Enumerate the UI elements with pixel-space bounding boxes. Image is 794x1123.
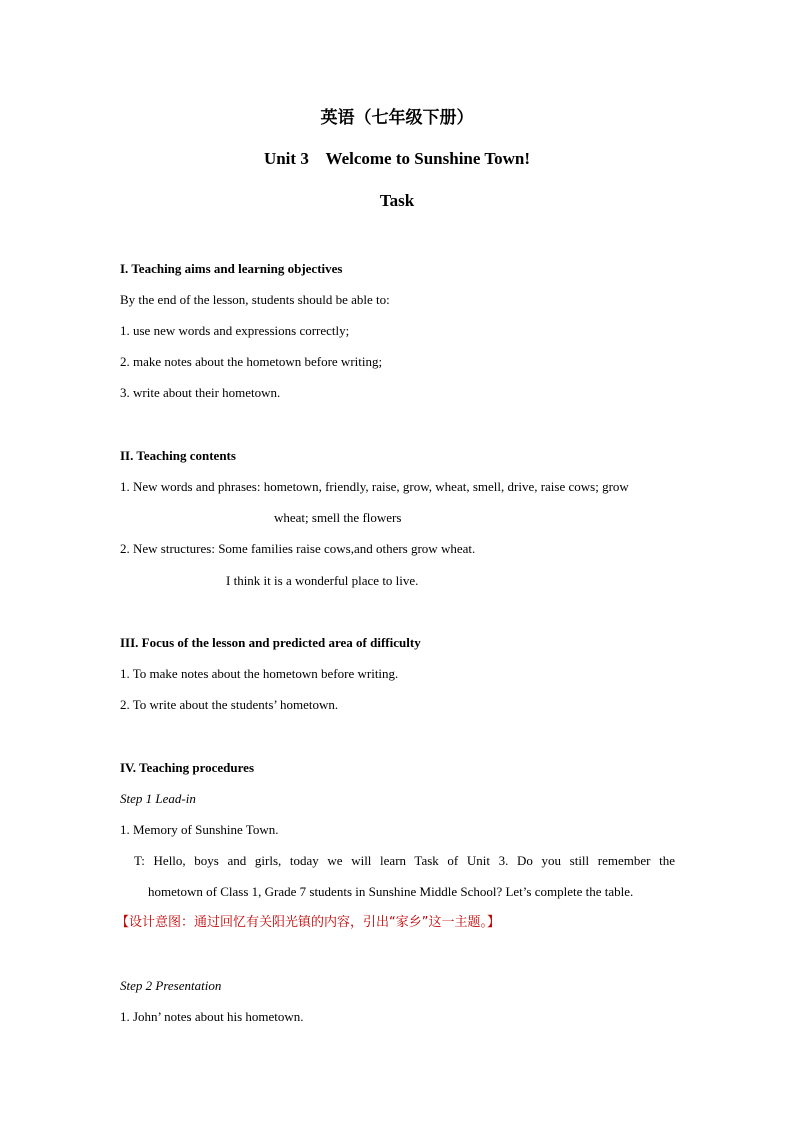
- section-heading-focus: III. Focus of the lesson and predicted area of difficulty: [120, 635, 421, 650]
- new-words-line-2: wheat; smell the flowers: [274, 510, 402, 525]
- step-2-item: 1. John’ notes about his hometown.: [120, 1009, 304, 1024]
- section-heading-aims: I. Teaching aims and learning objectives: [120, 261, 343, 276]
- doc-title-cn: 英语（七年级下册）: [320, 108, 474, 127]
- step-2-title: Step 2 Presentation: [120, 978, 222, 993]
- step-1-teacher-line-1: T: Hello, boys and girls, today we will learn Task of Unit 3. Do you still remember the: [134, 853, 675, 868]
- design-intent-note: 【设计意图：通过回忆有关阳光镇的内容，引出“家乡”这一主题。】: [116, 915, 500, 930]
- unit-title: Unit 3 Welcome to Sunshine Town!: [263, 149, 531, 168]
- new-words-line-1: 1. New words and phrases: hometown, friendly, raise, grow, wheat, smell, drive, raise cows; grow: [120, 479, 629, 494]
- lesson-title: Task: [379, 191, 415, 210]
- aim-item-2: 2. make notes about the hometown before writing;: [120, 354, 383, 369]
- step-1-teacher-line-2: hometown of Class 1, Grade 7 students in Sunshine Middle School? Let’s complete the table.: [148, 884, 634, 899]
- aim-item-1: 1. use new words and expressions correctly;: [120, 323, 350, 338]
- focus-item-1: 1. To make notes about the hometown before writing.: [120, 666, 399, 681]
- focus-item-2: 2. To write about the students’ hometown.: [120, 697, 339, 712]
- new-structures-line-1: 2. New structures: Some families raise cows,and others grow wheat.: [120, 541, 476, 556]
- section-heading-contents: II. Teaching contents: [120, 448, 236, 463]
- section-heading-procedures: IV. Teaching procedures: [120, 760, 255, 775]
- step-1-title: Step 1 Lead-in: [120, 791, 196, 806]
- aims-intro: By the end of the lesson, students should be able to:: [120, 292, 390, 307]
- aim-item-3: 3. write about their hometown.: [120, 385, 281, 400]
- step-1-item: 1. Memory of Sunshine Town.: [120, 822, 279, 837]
- new-structures-line-2: I think it is a wonderful place to live.: [226, 573, 419, 588]
